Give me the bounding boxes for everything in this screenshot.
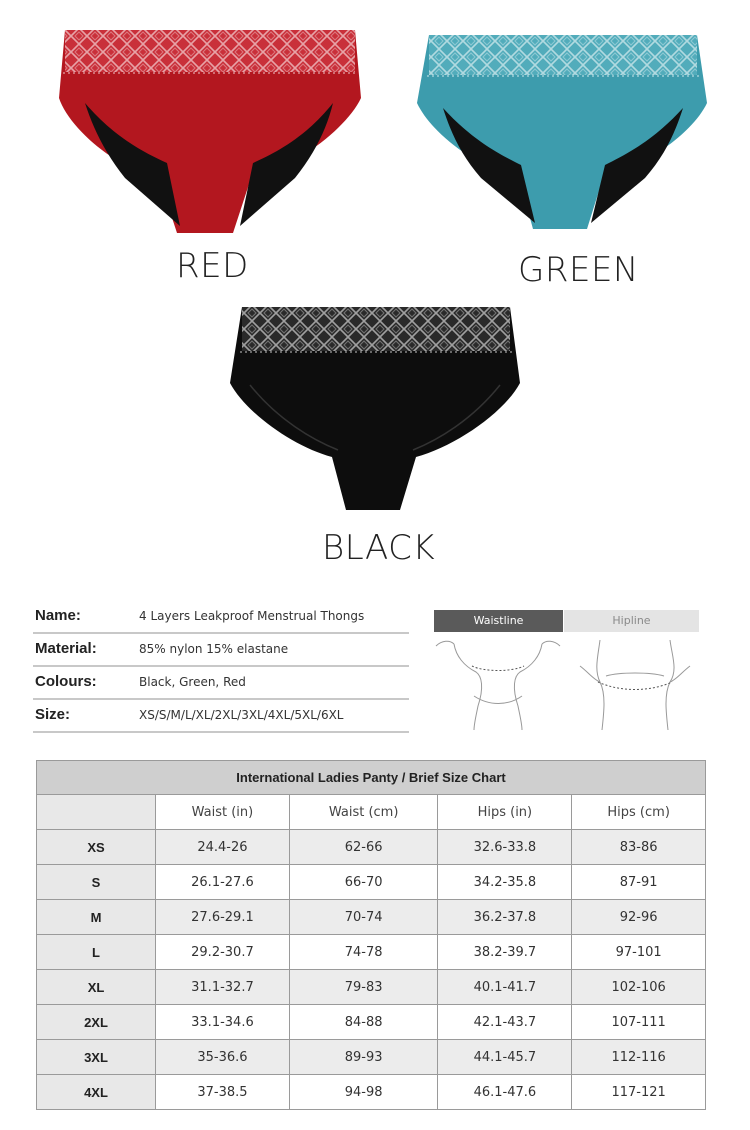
size-chart-title: International Ladies Panty / Brief Size Chart xyxy=(37,761,706,795)
column-header: Waist (in) xyxy=(156,795,290,830)
size-chart-header xyxy=(37,795,706,830)
table-cell: 117-121 xyxy=(572,1075,706,1110)
spec-value: 4 Layers Leakproof Menstrual Thongs xyxy=(139,609,365,623)
size-cell: S xyxy=(37,865,156,900)
table-cell: 46.1-47.6 xyxy=(438,1075,572,1110)
table-cell: 70-74 xyxy=(289,900,438,935)
table-cell: 37-38.5 xyxy=(156,1075,290,1110)
column-header: Hips (in) xyxy=(438,795,572,830)
table-cell: 79-83 xyxy=(289,970,438,1005)
brief-black-image xyxy=(228,305,523,515)
table-cell: 31.1-32.7 xyxy=(156,970,290,1005)
table-cell: 66-70 xyxy=(289,865,438,900)
table-cell: 27.6-29.1 xyxy=(156,900,290,935)
table-cell: 107-111 xyxy=(572,1005,706,1040)
spec-key: Size: xyxy=(35,706,71,723)
product-specs xyxy=(33,601,409,733)
product-black xyxy=(228,305,523,515)
table-row xyxy=(37,865,706,900)
label-green: GREEN xyxy=(518,250,639,290)
size-cell: XL xyxy=(37,970,156,1005)
table-cell: 38.2-39.7 xyxy=(438,935,572,970)
table-cell: 34.2-35.8 xyxy=(438,865,572,900)
spec-size-row xyxy=(33,700,409,733)
waistline-illustration xyxy=(434,636,563,730)
size-chart-table xyxy=(36,760,706,1110)
table-cell: 89-93 xyxy=(289,1040,438,1075)
table-cell: 94-98 xyxy=(289,1075,438,1110)
table-cell: 92-96 xyxy=(572,900,706,935)
table-cell: 112-116 xyxy=(572,1040,706,1075)
table-cell: 83-86 xyxy=(572,830,706,865)
size-cell: L xyxy=(37,935,156,970)
label-red: RED xyxy=(176,246,249,286)
spec-material-row xyxy=(33,634,409,667)
header-corner xyxy=(37,795,156,830)
spec-value: Black, Green, Red xyxy=(139,675,246,689)
size-cell: M xyxy=(37,900,156,935)
table-cell: 26.1-27.6 xyxy=(156,865,290,900)
table-cell: 97-101 xyxy=(572,935,706,970)
table-row xyxy=(37,900,706,935)
table-row xyxy=(37,1040,706,1075)
size-cell: XS xyxy=(37,830,156,865)
column-header: Hips (cm) xyxy=(572,795,706,830)
table-row xyxy=(37,1075,706,1110)
table-cell: 40.1-41.7 xyxy=(438,970,572,1005)
measurement-guide xyxy=(434,610,699,730)
tab-waistline: Waistline xyxy=(434,610,563,632)
spec-value: XS/S/M/L/XL/2XL/3XL/4XL/5XL/6XL xyxy=(139,708,344,722)
brief-red-image xyxy=(55,28,365,238)
table-cell: 102-106 xyxy=(572,970,706,1005)
table-row xyxy=(37,830,706,865)
table-cell: 74-78 xyxy=(289,935,438,970)
spec-value: 85% nylon 15% elastane xyxy=(139,642,289,656)
table-row xyxy=(37,1005,706,1040)
table-row xyxy=(37,970,706,1005)
table-cell: 84-88 xyxy=(289,1005,438,1040)
brief-green-image xyxy=(415,33,710,233)
spec-name-row xyxy=(33,601,409,634)
table-row xyxy=(37,935,706,970)
size-cell: 2XL xyxy=(37,1005,156,1040)
size-cell: 4XL xyxy=(37,1075,156,1110)
hipline-illustration xyxy=(570,636,699,730)
table-cell: 44.1-45.7 xyxy=(438,1040,572,1075)
table-cell: 35-36.6 xyxy=(156,1040,290,1075)
table-cell: 32.6-33.8 xyxy=(438,830,572,865)
spec-key: Colours: xyxy=(35,673,97,690)
table-cell: 33.1-34.6 xyxy=(156,1005,290,1040)
spec-colours-row xyxy=(33,667,409,700)
column-header: Waist (cm) xyxy=(289,795,438,830)
spec-key: Name: xyxy=(35,607,81,624)
product-green xyxy=(415,33,710,233)
tab-hipline: Hipline xyxy=(564,610,699,632)
product-red xyxy=(55,28,365,238)
table-cell: 62-66 xyxy=(289,830,438,865)
size-cell: 3XL xyxy=(37,1040,156,1075)
table-cell: 36.2-37.8 xyxy=(438,900,572,935)
table-cell: 29.2-30.7 xyxy=(156,935,290,970)
spec-key: Material: xyxy=(35,640,97,657)
table-cell: 87-91 xyxy=(572,865,706,900)
label-black: BLACK xyxy=(322,528,436,568)
table-cell: 24.4-26 xyxy=(156,830,290,865)
table-cell: 42.1-43.7 xyxy=(438,1005,572,1040)
